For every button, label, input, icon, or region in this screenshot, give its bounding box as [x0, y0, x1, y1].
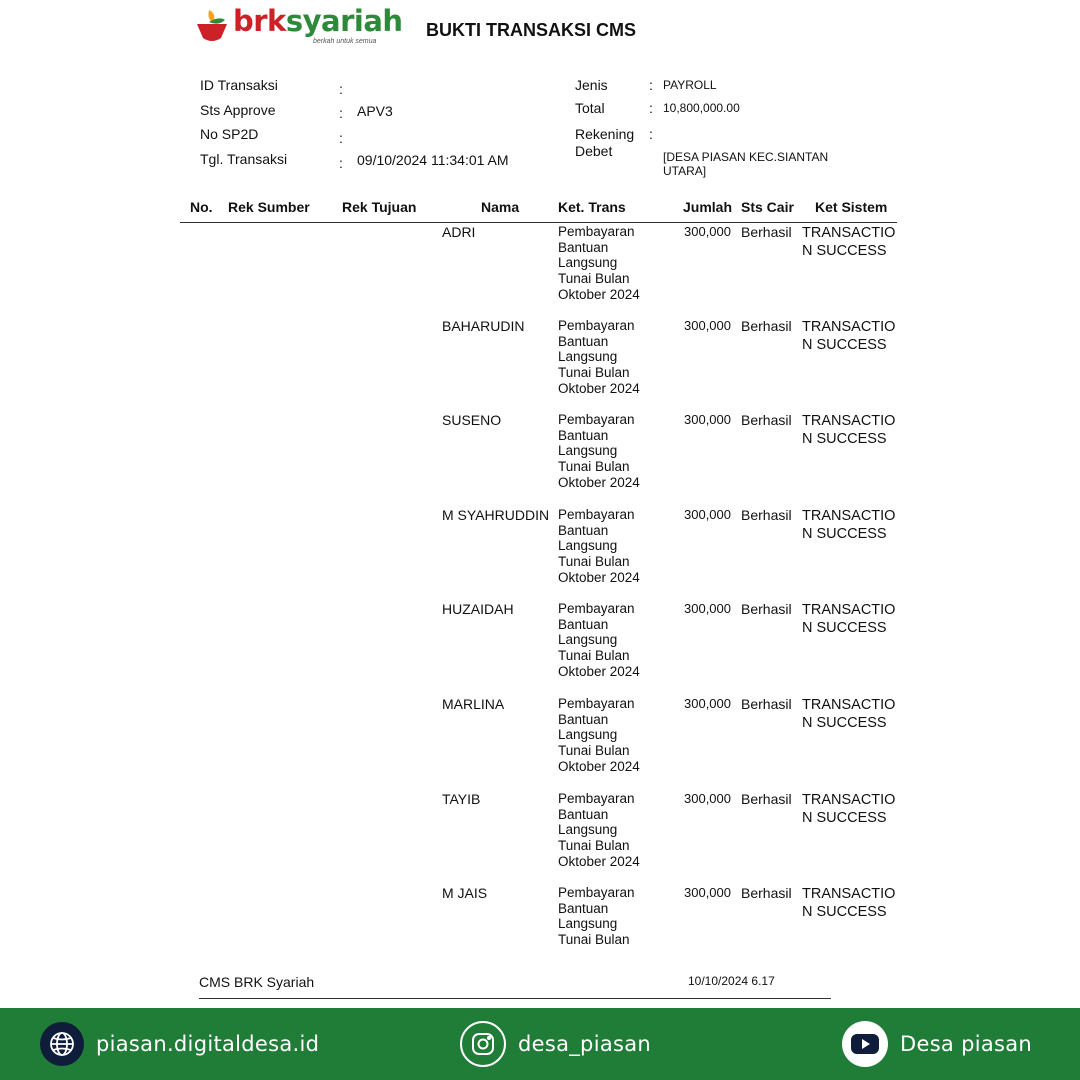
row-ket-trans: Pembayaran Bantuan Langsung Tunai Bulan Oktober 2024: [558, 224, 640, 302]
youtube-text: Desa piasan: [900, 1032, 1033, 1056]
table-header-rule: [180, 222, 897, 223]
row-nama: M SYAHRUDDIN: [442, 507, 550, 523]
row-sts-cair: Berhasil: [741, 224, 792, 240]
row-ket-sistem: TRANSACTION SUCCESS: [802, 886, 896, 920]
jenis-label: Jenis: [575, 77, 608, 93]
row-jumlah: 300,000: [684, 318, 731, 333]
colon: :: [339, 81, 343, 97]
colon: :: [339, 105, 343, 121]
instagram-text: desa_piasan: [518, 1032, 652, 1056]
row-nama: BAHARUDIN: [442, 318, 525, 334]
colon: :: [339, 130, 343, 146]
rekening-debet-value: [DESA PIASAN KEC.SIANTAN UTARA]: [663, 150, 829, 178]
column-header-ket-sistem: Ket Sistem: [815, 199, 888, 215]
logo-mark-icon: [195, 8, 229, 44]
row-ket-trans: Pembayaran Bantuan Langsung Tunai Bulan Oktober 2024: [558, 601, 640, 679]
id-transaksi-label: ID Transaksi: [200, 77, 278, 93]
row-ket-sistem: TRANSACTION SUCCESS: [802, 508, 896, 542]
instagram-link[interactable]: [460, 1022, 651, 1066]
row-sts-cair: Berhasil: [741, 885, 792, 901]
brand-tagline: berkah untuk semua: [313, 38, 377, 45]
row-ket-trans: Pembayaran Bantuan Langsung Tunai Bulan Oktober 2024: [558, 412, 640, 490]
column-header-nama: Nama: [481, 199, 520, 215]
row-sts-cair: Berhasil: [741, 601, 792, 617]
total-label: Total: [575, 100, 605, 116]
row-sts-cair: Berhasil: [741, 791, 792, 807]
colon: :: [649, 77, 653, 93]
colon: :: [339, 155, 343, 171]
jenis-value: PAYROLL: [663, 78, 717, 92]
row-sts-cair: Berhasil: [741, 318, 792, 334]
column-header-sts-cair: Sts Cair: [741, 199, 794, 215]
row-ket-sistem: TRANSACTION SUCCESS: [802, 697, 896, 731]
column-header-rek-sumber: Rek Sumber: [228, 199, 310, 215]
row-ket-trans: Pembayaran Bantuan Langsung Tunai Bulan Oktober 2024: [558, 696, 640, 774]
youtube-link[interactable]: [842, 1022, 1032, 1066]
row-nama: ADRI: [442, 224, 476, 240]
row-ket-sistem: TRANSACTION SUCCESS: [802, 319, 896, 353]
footer-rule: [199, 998, 831, 999]
row-jumlah: 300,000: [684, 507, 731, 522]
row-ket-trans: Pembayaran Bantuan Langsung Tunai Bulan: [558, 885, 635, 948]
row-sts-cair: Berhasil: [741, 412, 792, 428]
youtube-icon: [842, 1021, 888, 1067]
row-ket-sistem: TRANSACTION SUCCESS: [802, 792, 896, 826]
row-jumlah: 300,000: [684, 885, 731, 900]
column-header-no: No.: [190, 199, 213, 215]
tgl-transaksi-label: Tgl. Transaksi: [200, 151, 288, 167]
row-nama: M JAIS: [442, 885, 488, 901]
instagram-icon: [460, 1021, 506, 1067]
row-ket-trans: Pembayaran Bantuan Langsung Tunai Bulan Oktober 2024: [558, 507, 640, 585]
row-jumlah: 300,000: [684, 791, 731, 806]
globe-icon: [40, 1022, 84, 1066]
row-jumlah: 300,000: [684, 696, 731, 711]
row-ket-sistem: TRANSACTION SUCCESS: [802, 602, 896, 636]
debet-label: Debet: [575, 143, 613, 159]
colon: :: [649, 100, 653, 116]
column-header-rek-tujuan: Rek Tujuan: [342, 199, 417, 215]
row-sts-cair: Berhasil: [741, 507, 792, 523]
sts-approve-value: APV3: [357, 103, 393, 119]
rekening-label: Rekening: [575, 126, 635, 142]
row-ket-trans: Pembayaran Bantuan Langsung Tunai Bulan Oktober 2024: [558, 318, 640, 396]
row-jumlah: 300,000: [684, 412, 731, 427]
row-ket-sistem: TRANSACTION SUCCESS: [802, 225, 896, 259]
tgl-transaksi-value: 09/10/2024 11:34:01 AM: [357, 152, 509, 168]
row-ket-sistem: TRANSACTION SUCCESS: [802, 413, 896, 447]
row-jumlah: 300,000: [684, 601, 731, 616]
brk-syariah-logo: [195, 4, 403, 46]
row-sts-cair: Berhasil: [741, 696, 792, 712]
row-nama: MARLINA: [442, 696, 505, 712]
no-sp2d-label: No SP2D: [200, 126, 259, 142]
footer-system-name: CMS BRK Syariah: [199, 974, 315, 990]
row-jumlah: 300,000: [684, 224, 731, 239]
website-link[interactable]: [40, 1022, 319, 1066]
footer-timestamp: 10/10/2024 6.17: [688, 974, 775, 988]
row-nama: HUZAIDAH: [442, 601, 514, 617]
row-nama: TAYIB: [442, 791, 481, 807]
sts-approve-label: Sts Approve: [200, 102, 276, 118]
website-text: piasan.digitaldesa.id: [96, 1032, 320, 1056]
sensor-stamp: [195, 225, 395, 945]
total-value: 10,800,000.00: [663, 101, 740, 115]
row-nama: SUSENO: [442, 412, 502, 428]
social-banner: [0, 1008, 1080, 1080]
column-header-ket-trans: Ket. Trans: [558, 199, 626, 215]
document-title: BUKTI TRANSAKSI CMS: [426, 20, 636, 40]
brand-name: brksyariah: [233, 4, 403, 38]
column-header-jumlah: Jumlah: [683, 199, 733, 215]
row-ket-trans: Pembayaran Bantuan Langsung Tunai Bulan Oktober 2024: [558, 791, 640, 869]
colon: :: [649, 126, 653, 142]
